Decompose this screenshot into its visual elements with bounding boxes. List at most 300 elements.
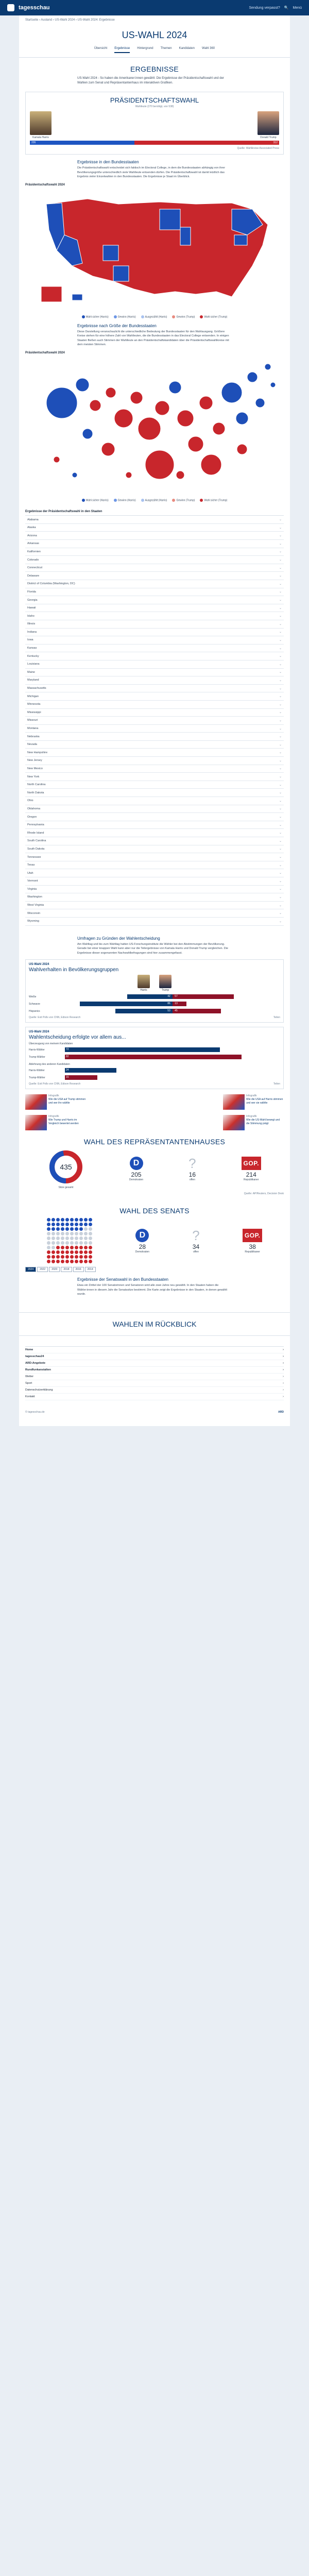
candidate-trump [258, 111, 279, 139]
chevron-down-icon[interactable]: ⌄ [279, 647, 282, 650]
subnav-item-active[interactable]: Ergebnisse [114, 47, 130, 53]
state-name: North Carolina [27, 783, 46, 787]
cartogram-state-bubble[interactable] [138, 417, 161, 440]
cartogram-state-bubble[interactable] [221, 382, 242, 403]
state-row[interactable] [25, 588, 284, 597]
state-name: Minnesota [27, 703, 41, 706]
teaser-image [25, 1094, 47, 1110]
state-row[interactable] [25, 572, 284, 580]
chevron-down-icon[interactable]: ⌄ [279, 799, 282, 803]
cartogram-state-bubble[interactable] [76, 378, 89, 392]
chevron-down-icon[interactable]: ⌄ [279, 631, 282, 634]
cartogram-state-bubble[interactable] [126, 472, 132, 478]
map-state-hi[interactable] [72, 294, 82, 300]
state-row[interactable] [25, 909, 284, 918]
legend-swatch [200, 499, 203, 502]
breadcrumb-item[interactable]: Startseite [25, 19, 39, 22]
cartogram-state-bubble[interactable] [106, 387, 116, 398]
year-tab-active[interactable]: 2024 [25, 1267, 36, 1272]
cartogram-state-bubble[interactable] [201, 454, 221, 475]
state-row[interactable] [25, 725, 284, 733]
state-name: New Hampshire [27, 751, 48, 754]
chevron-down-icon[interactable]: ⌄ [279, 879, 282, 883]
state-row[interactable] [25, 620, 284, 629]
survey-bar [65, 1047, 220, 1052]
chevron-down-icon[interactable]: ⌄ [279, 622, 282, 626]
teaser-card[interactable] [25, 1094, 86, 1110]
chevron-down-icon[interactable]: ⌄ [279, 920, 282, 923]
state-row[interactable] [25, 660, 284, 669]
state-row[interactable] [25, 918, 284, 926]
senate-seat [89, 1223, 92, 1226]
cartogram-state-bubble[interactable] [101, 443, 115, 456]
senate-seat [84, 1223, 88, 1226]
senate-seat [84, 1227, 88, 1231]
chevron-down-icon[interactable]: ⌄ [279, 807, 282, 811]
year-tab[interactable]: 2022 [37, 1267, 48, 1272]
subnav-item[interactable]: Themen [160, 47, 172, 50]
subnav-item[interactable]: Kandidaten [179, 47, 195, 50]
senate-seat [79, 1260, 83, 1263]
senate-seat [89, 1236, 92, 1240]
chevron-down-icon[interactable]: ⌄ [279, 638, 282, 642]
map-state-ak[interactable] [41, 286, 62, 302]
subnav-item[interactable]: Wahl 360 [202, 47, 215, 50]
teaser-card[interactable] [223, 1115, 284, 1130]
cartogram-state-bubble[interactable] [130, 392, 143, 404]
state-name: Oklahoma [27, 807, 41, 810]
state-row[interactable] [25, 676, 284, 685]
chevron-down-icon[interactable]: ⌄ [279, 606, 282, 610]
senate-seat [84, 1260, 88, 1263]
cartogram-state-bubble[interactable] [155, 401, 169, 415]
senate-seat [47, 1241, 50, 1245]
map-state-va[interactable] [234, 235, 247, 245]
chevron-right-icon: › [283, 1354, 284, 1358]
harris-photo [30, 111, 52, 135]
senate-seat [65, 1218, 69, 1222]
map-legend [19, 315, 290, 318]
year-tab[interactable]: 2018 [61, 1267, 72, 1272]
map-state-nm[interactable] [113, 266, 129, 281]
state-row[interactable] [25, 596, 284, 604]
senate-seat [70, 1255, 74, 1259]
state-row[interactable] [25, 548, 284, 556]
state-row[interactable] [25, 845, 284, 854]
map-state-co[interactable] [103, 245, 118, 261]
harris-value: 53 [167, 1009, 170, 1013]
senate-states-title: Ergebnisse der Senatswahl in den Bundesstaaten [77, 1277, 169, 1282]
cartogram-state-bubble[interactable] [114, 409, 133, 428]
senate-seat [56, 1246, 60, 1249]
state-row[interactable] [25, 861, 284, 870]
chevron-down-icon[interactable]: ⌄ [279, 759, 282, 762]
panel-title: Wahlverhalten in Bevölkerungsgruppen [29, 967, 119, 973]
president-heading: PRÄSIDENTSCHAFTSWAHL [110, 96, 199, 104]
state-row[interactable] [25, 540, 284, 548]
house-rep-seats: 214 [246, 1171, 256, 1179]
chevron-down-icon[interactable]: ⌄ [279, 526, 282, 530]
chevron-down-icon[interactable]: ⌄ [279, 751, 282, 755]
chevron-down-icon[interactable]: ⌄ [279, 839, 282, 843]
search-hint[interactable]: Sendung verpasst? [249, 6, 280, 10]
state-row[interactable] [25, 636, 284, 645]
survey-row [29, 1054, 280, 1060]
senate-seat [84, 1255, 88, 1259]
state-row[interactable] [25, 789, 284, 797]
map-label: Präsidentschaftswahl 2024 [25, 183, 65, 187]
senate-seat [52, 1223, 55, 1226]
state-row[interactable] [25, 781, 284, 789]
state-name: Utah [27, 871, 33, 875]
teaser-title[interactable]: Wie die USA auf Harris stimmen und wer sie wählte [246, 1097, 283, 1105]
teaser-kicker: Infografik [246, 1115, 257, 1118]
senate-seat [47, 1236, 50, 1240]
teaser-card[interactable] [223, 1094, 284, 1110]
senate-seat [47, 1250, 50, 1254]
chevron-down-icon[interactable]: ⌄ [279, 888, 282, 891]
state-row[interactable] [25, 902, 284, 910]
cartogram-state-bubble[interactable] [176, 471, 184, 479]
teaser-kicker: Infografik [48, 1094, 59, 1098]
state-row[interactable] [25, 877, 284, 886]
state-name: Nebraska [27, 735, 40, 738]
year-tab[interactable]: 2014 [85, 1267, 96, 1272]
state-name: Tennessee [27, 855, 41, 859]
state-name: Massachusetts [27, 687, 46, 690]
senate-seat [47, 1227, 50, 1231]
state-row[interactable] [25, 797, 284, 805]
survey-panel-groups [25, 959, 284, 1023]
state-name: New Jersey [27, 759, 42, 762]
gop-logo: GOP. [243, 1229, 262, 1242]
senate-seat [84, 1232, 88, 1235]
chevron-down-icon[interactable]: ⌄ [279, 743, 282, 747]
footer-link-label: Home [25, 1348, 33, 1351]
state-name: Pennsylvania [27, 823, 44, 827]
chevron-right-icon: › [283, 1375, 284, 1378]
senate-seat [47, 1246, 50, 1249]
chevron-down-icon[interactable]: ⌄ [279, 558, 282, 562]
chevron-down-icon[interactable]: ⌄ [279, 590, 282, 594]
year-tab[interactable]: 2016 [73, 1267, 84, 1272]
harris-bar [80, 1002, 173, 1006]
cartogram-state-bubble[interactable] [270, 382, 276, 387]
state-row[interactable] [25, 604, 284, 613]
us-results-map[interactable] [26, 189, 283, 312]
teaser-kicker: Infografik [246, 1094, 257, 1098]
cartogram-state-bubble[interactable] [255, 398, 265, 408]
panel-tag: US-Wahl 2024 [29, 1030, 49, 1034]
senate-seat [79, 1227, 83, 1231]
state-row[interactable] [25, 829, 284, 837]
state-row[interactable] [25, 692, 284, 701]
gop-logo: GOP. [242, 1157, 261, 1170]
results-heading: ERGEBNISSE [130, 65, 179, 73]
share-button[interactable]: Teilen [273, 1082, 280, 1086]
senate-seat [65, 1260, 69, 1263]
state-results-list [25, 515, 284, 925]
state-row[interactable] [25, 733, 284, 741]
survey-row-label: Harris-Wähler [29, 1069, 45, 1072]
cartogram-state-bubble[interactable] [82, 429, 93, 439]
footer-link[interactable] [25, 1374, 284, 1380]
state-row[interactable] [25, 524, 284, 532]
chevron-down-icon[interactable]: ⌄ [279, 872, 282, 875]
survey-row [29, 1001, 280, 1007]
site-name[interactable]: tagesschau [19, 5, 50, 11]
cartogram-label: Präsidentschaftswahl 2024 [25, 351, 65, 354]
house-donut-chart [48, 1149, 84, 1185]
cartogram-state-bubble[interactable] [46, 387, 77, 418]
senate-seat [56, 1218, 60, 1222]
senate-seat [61, 1246, 64, 1249]
harris-value: 86 [167, 1002, 170, 1006]
cartogram-title: Ergebnisse nach Größe der Bundesstaaten [77, 323, 157, 328]
chevron-down-icon[interactable]: ⌄ [279, 856, 282, 859]
state-name: Michigan [27, 694, 39, 698]
state-row[interactable] [25, 532, 284, 540]
state-name: Mississippi [27, 710, 41, 714]
share-button[interactable]: Teilen [273, 1016, 280, 1020]
senate-seat [70, 1223, 74, 1226]
state-name: Vermont [27, 879, 38, 883]
chevron-down-icon[interactable]: ⌄ [279, 863, 282, 867]
state-row[interactable] [25, 652, 284, 660]
map-state-il[interactable] [180, 227, 191, 245]
chevron-down-icon[interactable]: ⌄ [279, 783, 282, 787]
map-state-mn[interactable] [160, 209, 180, 230]
panel-source: Quelle: Exit Polls von CNN, Edison Research [29, 1016, 81, 1020]
footer-link[interactable] [25, 1394, 284, 1400]
chevron-down-icon[interactable]: ⌄ [279, 832, 282, 835]
senate-seat [70, 1241, 74, 1245]
cartogram-state-bubble[interactable] [265, 364, 271, 370]
teaser-title[interactable]: Wie Trump und Harris im Vergleich bewertet werden [48, 1118, 79, 1125]
states-title: Ergebnisse in den Bundesstaaten [77, 160, 139, 164]
footer-link[interactable] [25, 1387, 284, 1394]
trump-photo [258, 111, 279, 135]
legend-label: Gewinn (Harris) [117, 315, 136, 318]
house-rep-label: Republikaner [244, 1178, 259, 1182]
tagesschau-logo-icon[interactable] [7, 4, 14, 11]
cartogram-state-bubble[interactable] [236, 412, 248, 425]
state-row[interactable] [25, 869, 284, 877]
house-dem [129, 1157, 143, 1181]
state-row[interactable] [25, 645, 284, 653]
state-name: Wisconsin [27, 911, 41, 915]
cartogram-state-bubble[interactable] [54, 456, 60, 463]
chevron-down-icon[interactable]: ⌄ [279, 679, 282, 682]
legend-item [114, 315, 136, 318]
chevron-down-icon[interactable]: ⌄ [279, 518, 282, 522]
state-row[interactable] [25, 709, 284, 717]
chevron-down-icon[interactable]: ⌄ [279, 848, 282, 851]
democrat-logo-icon: D [130, 1157, 143, 1170]
state-row[interactable] [25, 717, 284, 725]
cartogram-state-bubble[interactable] [247, 372, 258, 382]
cartogram-state-bubble[interactable] [177, 410, 194, 427]
senate-seat [47, 1223, 50, 1226]
teaser-title[interactable]: Wie die USA auf Trump stimmen und wer ihn wählte [48, 1097, 86, 1105]
ard-logo[interactable]: ARD [278, 1410, 284, 1414]
legend-item [114, 499, 136, 502]
trump-thumb [159, 975, 171, 988]
state-row[interactable] [25, 741, 284, 749]
footer-link[interactable] [25, 1360, 284, 1367]
state-row[interactable] [25, 701, 284, 709]
chevron-down-icon[interactable]: ⌄ [279, 599, 282, 602]
state-row[interactable] [25, 612, 284, 620]
survey-row-label: Harris-Wähler [29, 1048, 45, 1052]
chevron-down-icon[interactable]: ⌄ [279, 823, 282, 827]
teaser-card[interactable] [25, 1115, 86, 1130]
senate-seat [47, 1260, 50, 1263]
chevron-down-icon[interactable]: ⌄ [279, 791, 282, 795]
chevron-down-icon[interactable]: ⌄ [279, 655, 282, 658]
breadcrumb-item[interactable]: Ausland [41, 19, 53, 22]
senate-seat [70, 1227, 74, 1231]
subnav-item[interactable]: Hintergrund [137, 47, 153, 50]
chevron-down-icon[interactable]: ⌄ [279, 695, 282, 699]
chevron-down-icon[interactable]: ⌄ [279, 727, 282, 731]
cartogram-state-bubble[interactable] [237, 444, 247, 454]
cartogram-legend [19, 499, 290, 502]
state-name: Kansas [27, 647, 37, 650]
chevron-down-icon[interactable]: ⌄ [279, 582, 282, 586]
chevron-down-icon[interactable]: ⌄ [279, 534, 282, 538]
chevron-down-icon[interactable]: ⌄ [279, 767, 282, 771]
state-row[interactable] [25, 757, 284, 765]
state-row[interactable] [25, 685, 284, 693]
senate-seat [84, 1218, 88, 1222]
chevron-down-icon[interactable]: ⌄ [279, 566, 282, 570]
state-row[interactable] [25, 580, 284, 588]
president-subtitle: Wahlleute (270 benötigt, von 538) [135, 105, 174, 108]
cartogram-state-bubble[interactable] [90, 400, 101, 411]
chevron-down-icon[interactable]: ⌄ [279, 574, 282, 578]
cartogram-state-bubble[interactable] [188, 436, 203, 452]
state-row[interactable] [25, 837, 284, 845]
state-row[interactable] [25, 773, 284, 781]
senate-dem-label: Demokraten [135, 1250, 150, 1253]
senate-seat [84, 1250, 88, 1254]
chevron-down-icon[interactable]: ⌄ [279, 775, 282, 779]
state-row[interactable] [25, 669, 284, 677]
state-row[interactable] [25, 821, 284, 829]
panel-title: Wahlentscheidung erfolgte vor allem aus... [29, 1035, 126, 1041]
state-name: Wyoming [27, 920, 39, 923]
footer-link[interactable] [25, 1367, 284, 1374]
state-row[interactable] [25, 564, 284, 572]
chevron-down-icon[interactable]: ⌄ [279, 719, 282, 722]
us-cartogram[interactable] [26, 357, 283, 496]
house-dem-seats: 205 [131, 1171, 142, 1179]
footer-link[interactable] [25, 1353, 284, 1360]
legend-item [200, 499, 227, 502]
cartogram-body: Diese Darstellung veranschaulicht die unterschiedliche Bedeutung der Bundesstaaten für den Wahlausgang. Größere Kreise stehen für eine höhere Zahl von Wahlleuten, die die Bundesstaaten in das Electoral College entsenden. In einigen Staaten fließen auch Stimmen der Wahlleute an den Präsidentschaftskandidaten über die Präsidentschaftswahlkreise mit dem meisten Stimmen. [77, 330, 229, 347]
chevron-down-icon[interactable]: ⌄ [279, 895, 282, 899]
chevron-down-icon[interactable]: ⌄ [279, 687, 282, 690]
results-intro: US-Wahl 2024 - So haben die Amerikaner:innen gewählt: Die Ergebnisse der Präsidentschaftswahl und der Wahlen zum Senat und Repräsentantenhaus im interaktiven Grafiken. [77, 77, 224, 84]
survey-row-label: Hispanics [29, 1009, 40, 1013]
cartogram-state-bubble[interactable] [145, 450, 174, 479]
house-open-seats: 16 [188, 1171, 196, 1179]
state-row[interactable] [25, 853, 284, 861]
house-donut [48, 1149, 84, 1189]
chevron-down-icon[interactable]: ⌄ [279, 703, 282, 706]
senate-seat [89, 1218, 92, 1222]
chevron-down-icon[interactable]: ⌄ [279, 615, 282, 618]
senate-heading: WAHL DES SENATS [119, 1207, 190, 1215]
senate-seat [61, 1218, 64, 1222]
survey-row-label: Schwarze [29, 1002, 40, 1006]
state-row[interactable] [25, 886, 284, 894]
subnav-item[interactable]: Übersicht [94, 47, 108, 50]
state-row[interactable] [25, 516, 284, 524]
state-row[interactable] [25, 813, 284, 821]
chevron-down-icon[interactable]: ⌄ [279, 671, 282, 674]
chevron-down-icon[interactable]: ⌄ [279, 816, 282, 819]
footer-link[interactable] [25, 1380, 284, 1387]
breadcrumb-item[interactable]: US-Wahl 2024 [55, 19, 75, 22]
senate-seat [56, 1236, 60, 1240]
harris-electors-bar [30, 141, 134, 145]
copyright: © tagesschau.de [25, 1410, 45, 1414]
candidate-label: Harris [140, 989, 147, 992]
teaser-title[interactable]: Wie die US-Wahl bewegt und die Stimmung prägt [246, 1118, 280, 1125]
senate-seat [79, 1241, 83, 1245]
senate-seat [75, 1223, 78, 1226]
chevron-right-icon: › [283, 1361, 284, 1365]
search-icon[interactable]: 🔍 [284, 6, 289, 10]
footer-link[interactable] [25, 1347, 284, 1353]
chevron-down-icon[interactable]: ⌄ [279, 663, 282, 666]
state-row[interactable] [25, 893, 284, 902]
teaser-row [25, 1094, 284, 1110]
teaser-image [25, 1115, 47, 1130]
senate-seat [61, 1250, 64, 1254]
chevron-down-icon[interactable]: ⌄ [279, 735, 282, 739]
cartogram-state-bubble[interactable] [199, 396, 213, 410]
state-row[interactable] [25, 629, 284, 637]
menu-button[interactable]: Menü [293, 6, 302, 10]
democrat-logo-icon: D [135, 1229, 149, 1242]
chevron-down-icon[interactable]: ⌄ [279, 542, 282, 546]
survey-body: Am Wahltag und bis zum Wahltag hatten US-Forschungsinstitute die Wähler bei den Abstimmungen der Bevölkerung. Gerade bei einer knappen Wahl kann aber nur die Teilergebnisse von Kamala Harris und Donald Trump vergleichen. Die Ergebnisse dieser sogenannten Nachwahlbefragungen sind hier zusammengefasst. [77, 942, 228, 955]
senate-rep-seats: 38 [249, 1243, 256, 1250]
survey-row-label: Trump-Wähler [29, 1055, 45, 1059]
legend-label: Ausgezählt (Harris) [145, 315, 167, 318]
chevron-down-icon[interactable]: ⌄ [279, 912, 282, 916]
cartogram-state-bubble[interactable] [169, 381, 181, 394]
state-row[interactable] [25, 805, 284, 814]
survey-value: 82 [66, 1055, 69, 1059]
state-name: Colorado [27, 558, 39, 562]
chevron-down-icon[interactable]: ⌄ [279, 711, 282, 715]
state-row[interactable] [25, 765, 284, 773]
senate-seat [65, 1241, 69, 1245]
state-name: Louisiana [27, 663, 40, 666]
chevron-right-icon: › [283, 1388, 284, 1392]
state-row[interactable] [25, 556, 284, 564]
year-tab[interactable]: 2020 [49, 1267, 60, 1272]
state-row[interactable] [25, 749, 284, 757]
cartogram-state-bubble[interactable] [213, 422, 225, 435]
chevron-down-icon[interactable]: ⌄ [279, 904, 282, 907]
cartogram-state-bubble[interactable] [72, 472, 77, 478]
chevron-down-icon[interactable]: ⌄ [279, 550, 282, 554]
